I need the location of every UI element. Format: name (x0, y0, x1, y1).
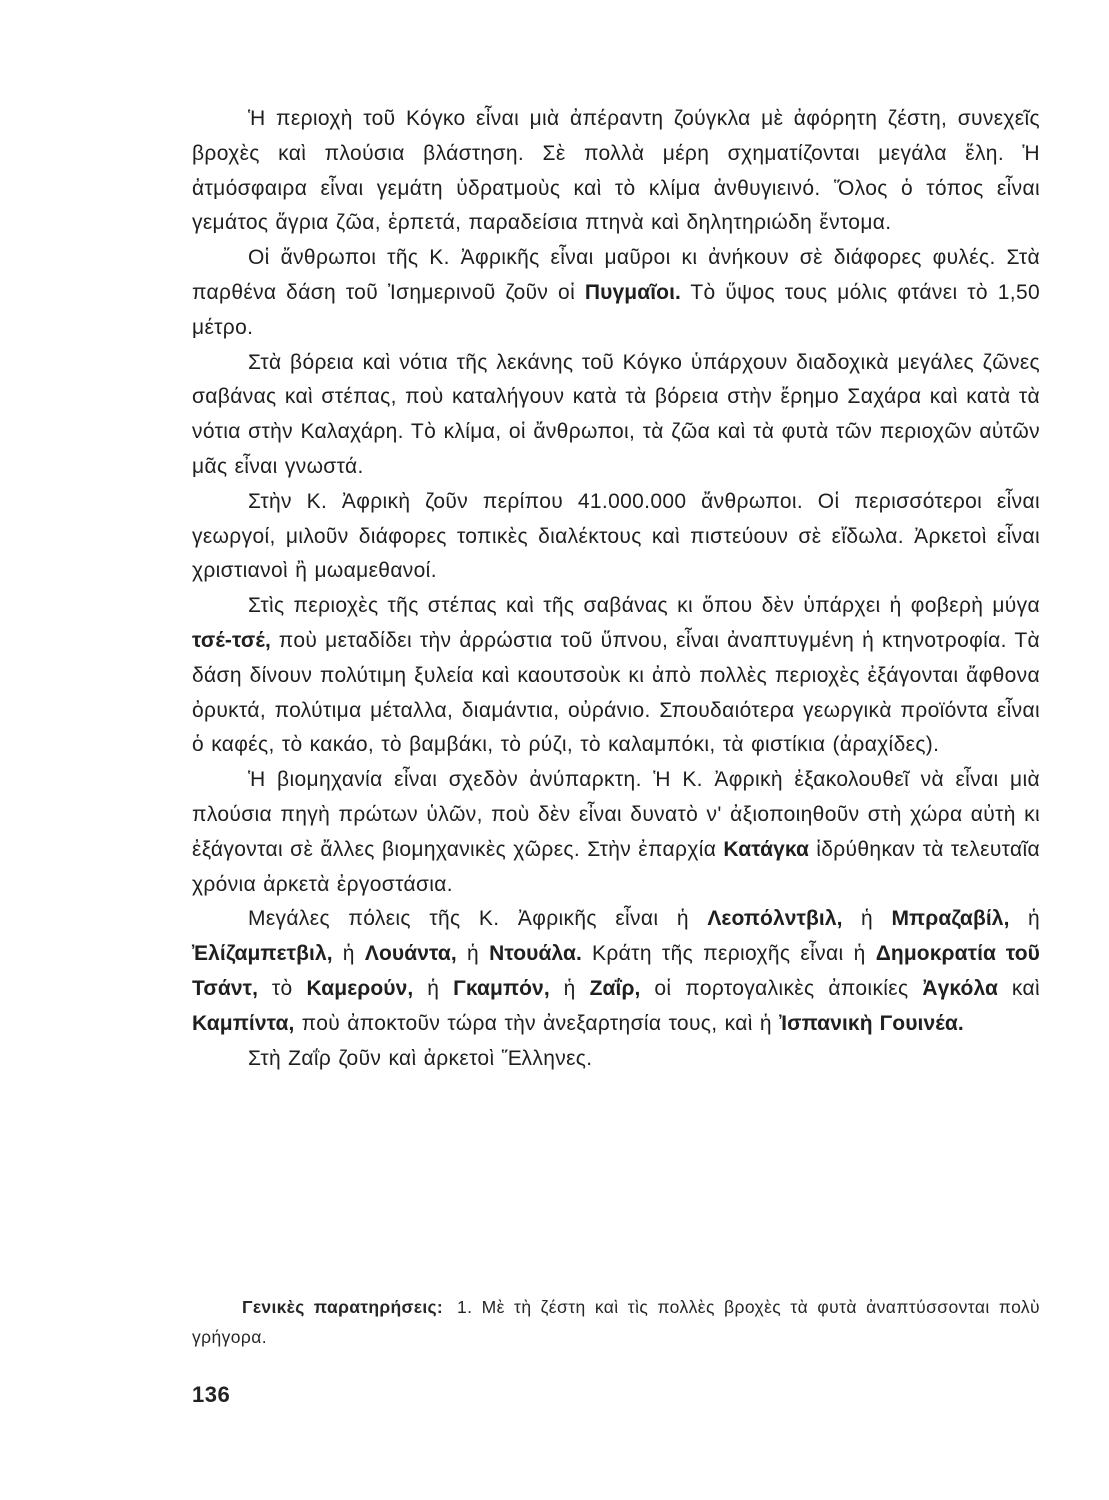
paragraph (192, 902, 1040, 1041)
paragraph (192, 346, 1040, 485)
paragraph (192, 589, 1040, 763)
general-remarks (192, 1292, 1040, 1352)
body-text (192, 102, 1040, 1076)
bold-term: Μπραζαβίλ, (891, 907, 1010, 931)
text-run: ἡ (842, 907, 892, 931)
bold-term: Ἐλίζαμπετβιλ, (192, 942, 333, 966)
text-run: Οἱ ἄνθρωποι τῆς Κ. Ἀφρικῆς εἶναι μαῦροι κι ἀνήκουν σὲ διάφορες φυλές. Στὰ παρθένα δάση τοῦ Ἰσημερινοῦ ζοῦν οἱ (192, 246, 1040, 304)
general-remarks-text: 1. Μὲ τὴ ζέστη καὶ τὶς πολλὲς βροχὲς τὰ φυτὰ ἀναπτύσσονται πολὺ γρήγορα. (192, 1297, 1040, 1347)
text-run: Τὸ ὕψος τους μόλις φτάνει τὸ 1,50 μέτρο. (192, 280, 1041, 339)
page-number: 136 (192, 1382, 231, 1407)
text-run: ἡ (1009, 907, 1040, 931)
text-run: Ἡ περιοχὴ τοῦ Κόγκο εἶναι μιὰ ἀπέραντη ζούγκλα μὲ ἀφόρητη ζέστη, συνεχεῖς βροχὲς καὶ πλούσια βλάστηση. Σὲ πολλὰ μέρη σχηματίζονται μεγάλα ἕλη. Ἡ ἀτμόσφαιρα εἶναι γεμάτη ὑδρατμοὺς καὶ τὸ κλίμα ἀνθυγιεινό. Ὅλος ὁ τόπος εἶναι γεμάτος ἄγρια ζῶα, ἑρπετά, παραδείσια πτηνὰ καὶ δηλητηριώδη ἔντομα. (192, 107, 1040, 235)
text-run: ἱδρύθηκαν τὰ τελευταῖα χρόνια ἀρκετὰ ἐργοστάσια. (192, 837, 1040, 896)
bold-term: Ζαΐρ, (589, 976, 641, 1000)
bold-term: Λουάντα, (364, 942, 457, 966)
bold-term: Καμπίντα, (192, 1011, 295, 1035)
text-run: ποὺ μεταδίδει τὴν ἀρρώστια τοῦ ὕπνου, εἶναι ἀναπτυγμένη ἡ κτηνοτροφία. Τὰ δάση δίνουν πολύτιμη ξυλεία καὶ καουτσοὺκ κι ἀπὸ πολλὲς περιοχὲς ἐξάγονται ἄφθονα ὀρυκτά, πολύτιμα μέταλλα, διαμάντια, οὐράνιο. Σπουδαιότερα γεωργικὰ προϊόντα εἶναι ὁ καφές, τὸ κακάο, τὸ βαμβάκι, τὸ ρύζι, τὸ καλαμπόκι, τὰ φιστίκια (ἀραχίδες). (192, 628, 1040, 757)
text-run: καὶ (998, 976, 1040, 1000)
bold-term: Ἰσπανικὴ Γουινέα. (779, 1011, 964, 1035)
bold-term: Πυγμαῖοι. (584, 280, 681, 304)
text-run: ἡ (413, 976, 454, 1000)
text-run: Μεγάλες πόλεις τῆς Κ. Ἀφρικῆς εἶναι ἡ (248, 907, 708, 931)
text-run: Στὰ βόρεια καὶ νότια τῆς λεκάνης τοῦ Κόγκο ὑπάρχουν διαδοχικὰ μεγάλες ζῶνες σαβάνας καὶ στέπας, ποὺ καταλήγουν κατὰ τὰ βόρεια στὴν ἔρημο Σαχάρα καὶ κατὰ τὰ νότια στὴν Καλαχάρη. Τὸ κλίμα, οἱ ἄνθρωποι, τὰ ζῶα καὶ τὰ φυτὰ τῶν περιοχῶν αὐτῶν μᾶς εἶναι γνωστά. (192, 350, 1040, 478)
paragraph (192, 102, 1040, 241)
general-remarks-label: Γενικὲς παρατηρήσεις: (242, 1297, 444, 1317)
text-run: ἡ (549, 976, 590, 1000)
text-run: Στὴ Ζαΐρ ζοῦν καὶ ἀρκετοὶ Ἕλληνες. (248, 1046, 593, 1070)
text-run: ἡ (332, 942, 365, 966)
paragraph (192, 485, 1040, 589)
bold-term: Δημοκρατία τοῦ Τσάντ, (192, 942, 1040, 1000)
text-run: Στὴν Κ. Ἀφρικὴ ζοῦν περίπου 41.000.000 ἄνθρωποι. Οἱ περισσότεροι εἶναι γεωργοί, μιλοῦν διάφορες τοπικὲς διαλέκτους καὶ πιστεύουν σὲ εἴδωλα. Ἀρκετοὶ εἶναι χριστιανοὶ ἢ μωαμεθανοί. (192, 489, 1040, 583)
text-run: τὸ (258, 976, 307, 1000)
bold-term: Κατάγκα (723, 837, 810, 861)
text-run: οἱ πορτογαλικὲς ἀποικίες (640, 976, 923, 1000)
text-run: ποὺ ἀποκτοῦν τώρα τὴν ἀνεξαρτησία τους, καὶ ἡ (294, 1011, 780, 1035)
bold-term: Λεοπόλντβιλ, (707, 907, 843, 931)
text-run: ἡ (456, 942, 490, 966)
paragraph (192, 241, 1040, 345)
bold-term: Ἀγκόλα (922, 976, 998, 1000)
bold-term: Ντουάλα. (489, 942, 582, 966)
text-run: Στὶς περιοχὲς τῆς στέπας καὶ τῆς σαβάνας κι ὅπου δὲν ὑπάρχει ἡ φοβερὴ μύγα (248, 594, 1040, 618)
bold-term: Γκαμπόν, (453, 976, 550, 1000)
paragraph (192, 763, 1040, 902)
text-run: Ἡ βιομηχανία εἶναι σχεδὸν ἀνύπαρκτη. Ἡ Κ. Ἀφρικὴ ἐξακολουθεῖ νὰ εἶναι μιὰ πλούσια πηγὴ πρώτων ὑλῶν, ποὺ δὲν εἶναι δυνατὸ ν' ἀξιοποιηθοῦν στὴ χώρα αὐτὴ κι ἐξάγονται σὲ ἄλλες βιομηχανικὲς χῶρες. Στὴν ἐπαρχία (192, 768, 1040, 861)
bold-term: Καμερούν, (306, 976, 414, 1000)
text-run: Κράτη τῆς περιοχῆς εἶναι ἡ (581, 942, 876, 966)
bold-term: τσέ-τσέ, (192, 628, 271, 652)
paragraph (192, 1042, 1040, 1077)
